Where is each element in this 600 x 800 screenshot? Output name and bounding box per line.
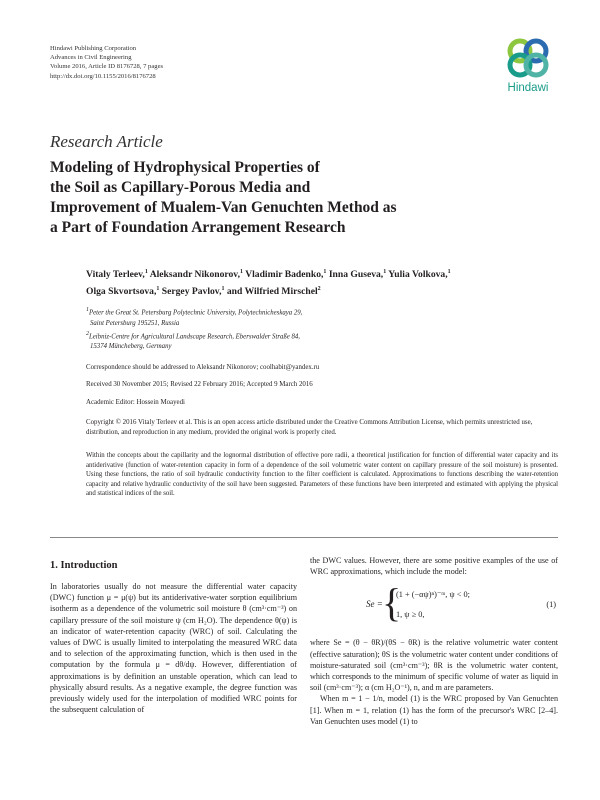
author[interactable]: Vladimir Badenko,$^1$ — [245, 269, 327, 281]
title-line: a Part of Foundation Arrangement Research — [50, 219, 346, 236]
journal-header — [50, 44, 163, 81]
publisher-name: Hindawi Publishing Corporation — [50, 45, 137, 52]
author[interactable]: Sergey Pavlov,$^1$ — [161, 286, 225, 298]
author[interactable]: Inna Guseva,$^1$ — [328, 269, 387, 281]
abstract: Within the concepts about the capillarity and the lognormal distribution of effective pore radii, a theoretical justification for function of differential water capacity and its antiderivative (function of water-retention capacity in form of a dependence of the soil volumetric water content on capillary pressure of the soil moisture) is presented. Using these functions, the ratio of soil hydraulic conductivity function to the filter coefficient is calculated. Approximations to functions describing the water-retention capacity and relative hydraulic conductivity of the soil have been suggested. Parameters of these functions have been interpreted and estimated with applying the physical and statistical indices of the soil. — [86, 452, 558, 498]
author[interactable]: and Wilfried Mirschel$^2$ — [226, 286, 321, 298]
doi-link[interactable]: http://dx.doi.org/10.1155/2016/8176728 — [50, 72, 156, 80]
equation-lhs: Se = — [366, 599, 383, 610]
equation-brace: { — [382, 580, 402, 626]
equation-case-2: 1, ψ ≥ 0, — [396, 610, 425, 620]
affiliation-2: $^2$Leibniz-Centre for Agricultural Landscape Research, Eberswalder Straße 84, 15374 Müncheberg, Germany — [86, 330, 301, 351]
hindawi-logo-icon — [504, 36, 552, 80]
paragraph: the DWC values. However, there are some positive examples of the use of WRC approximations, which include the model: — [310, 556, 558, 577]
author[interactable]: Yulia Volkova,$^1$ — [388, 269, 451, 281]
author-list — [86, 265, 556, 299]
affiliation-1: $^1$Peter the Great St. Petersburg Polytechnic University, Polytechnicheskaya 29, Saint Petersburg 195251, Russia — [86, 307, 303, 327]
divider — [50, 537, 558, 538]
article-dates: Received 30 November 2015; Revised 22 February 2016; Accepted 9 March 2016 — [86, 381, 313, 388]
article-title — [50, 158, 470, 238]
body-column-right — [310, 555, 558, 727]
hindawi-logo-text: Hindawi — [507, 82, 549, 94]
volume-info: Volume 2016, Article ID 8176728, 7 pages — [50, 63, 164, 71]
author[interactable]: Olga Skvortsova,$^1$ — [86, 286, 160, 298]
equation-number: (1) — [546, 600, 556, 610]
paragraph: where Se = (θ − θR)/(θS − θR) is the relative volumetric water content (effective saturation); θS is the volumetric water content under conditions of moisture-saturated soil (cm³·cm⁻³); θR is the volumetric water content, which corresponds to the minimum of specific volume of water as liquid in soil (cm³·cm⁻³); α (cm H₂O⁻¹), n, and m are parameters. — [310, 638, 558, 693]
affiliations — [86, 305, 556, 353]
correspondence: Correspondence should be addressed to Aleksandr Nikonorov; coolhabit@yandex.ru — [86, 364, 320, 371]
author[interactable]: Aleksandr Nikonorov,$^1$ — [149, 269, 243, 281]
section-heading: 1. Introduction — [50, 560, 118, 571]
author[interactable]: Vitaly Terleev,$^1$ — [86, 269, 148, 281]
title-line: Modeling of Hydrophysical Properties of — [50, 159, 320, 176]
body-column-left — [50, 581, 297, 715]
paragraph: When m = 1 − 1/n, model (1) is the WRC proposed by Van Genuchten [1]. When m = 1, relation (1) has the form of the precursor's WRC [2–4]. Van Genuchten uses model (1) to — [310, 694, 558, 726]
equation-1 — [310, 581, 558, 631]
academic-editor: Academic Editor: Hossein Moayedi — [86, 399, 185, 406]
hindawi-logo — [493, 36, 563, 94]
journal-name: Advances in Civil Engineering — [50, 54, 132, 62]
title-line: Improvement of Mualem-Van Genuchten Method as — [50, 199, 397, 216]
article-type: Research Article — [50, 132, 163, 151]
paragraph: In laboratories usually do not measure the differential water capacity (DWC) function μ = μ(ψ) but its antiderivative-water sorption equilibrium isotherm as a dependence of the volumetric soil moisture θ (cm³·cm⁻³) on capillary pressure of the soil moisture ψ (cm H₂O). The dependence θ(ψ) is an indicator of water-retention capacity (WRC) of soil. Calculating the values of DWC is usually limited to interpolating the measured WRC data and to selection of the approximating function, which is then used in the computation by the formula μ = dθ/dψ. However, differentiation of approximations is by definition an unstable operation, which can lead to physically absurd results. As a negative example, the degree function was previously widely used for the interpolation of modified WRC points for the subsequent calculation of — [50, 582, 297, 715]
copyright-notice: Copyright © 2016 Vitaly Terleev et al. This is an open access article distributed under the Creative Commons Attribution License, which permits unrestricted use, distribution, and reproduction in any medium, provided the original work is properly cited. — [86, 419, 533, 436]
equation-case-1: (1 + (−αψ)ⁿ)⁻ᵐ, ψ < 0; — [396, 590, 470, 600]
title-line: the Soil as Capillary-Porous Media and — [50, 179, 311, 196]
